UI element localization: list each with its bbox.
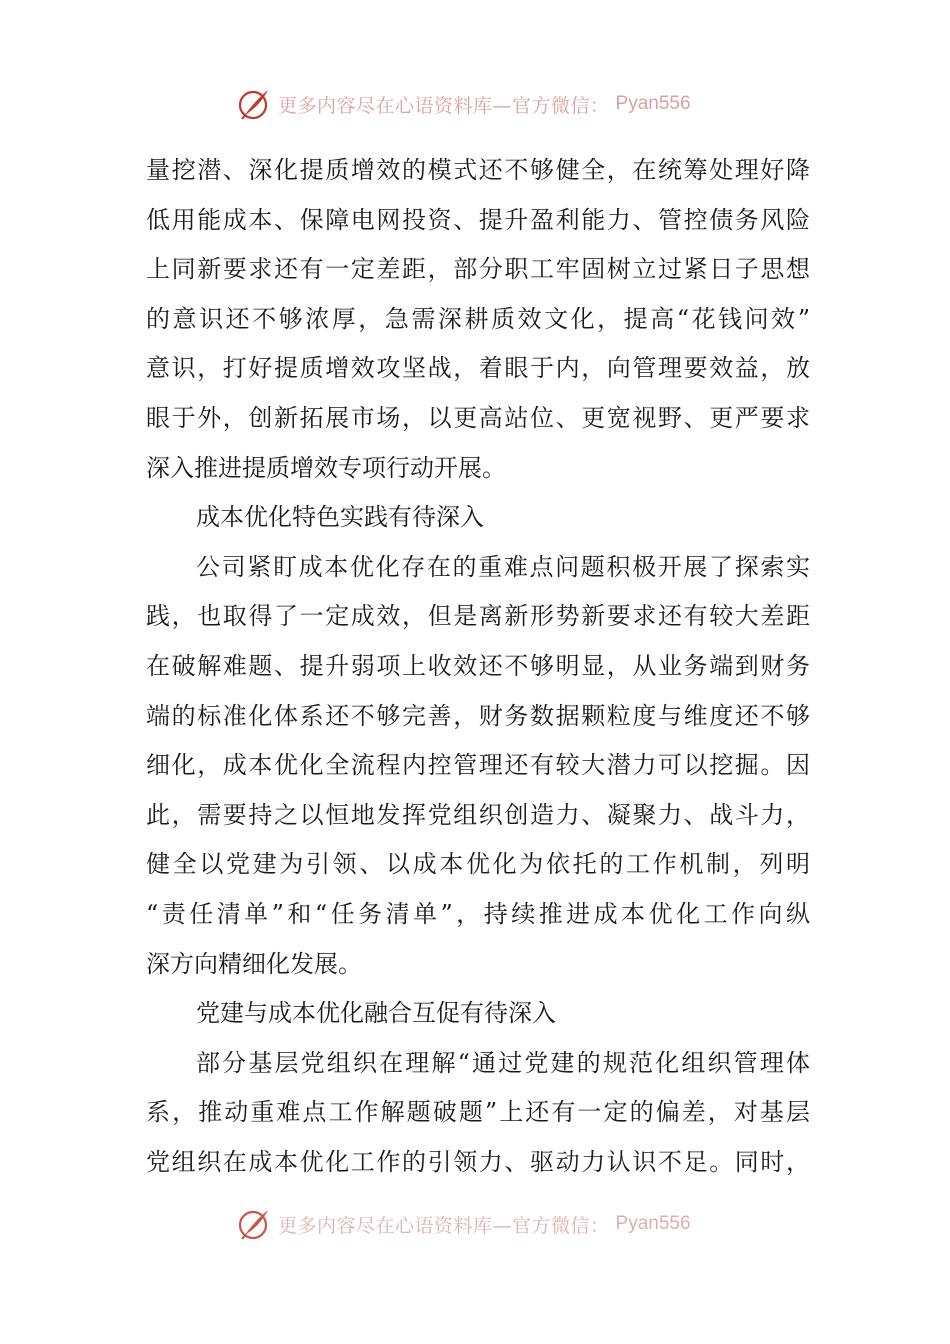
quill-logo-icon — [236, 86, 272, 122]
text-line: 低用能成本、保障电网投资、提升盈利能力、管控债务风险 — [146, 205, 810, 234]
text-line: 党组织在成本优化工作的引领力、驱动力认识不足。同时， — [146, 1147, 810, 1176]
text-line: “责任清单”和“任务清单”，持续推进成本优化工作向纵 — [146, 899, 810, 928]
text-line: 上同新要求还有一定差距，部分职工牢固树立过紧日子思想 — [146, 255, 810, 284]
text-line: 在破解难题、提升弱项上收效还不够明显，从业务端到财务 — [146, 651, 810, 680]
text-line: 眼于外，创新拓展市场，以更高站位、更宽视野、更严要求 — [146, 403, 810, 432]
footer-watermark — [236, 1206, 691, 1242]
header-watermark-text: 更多内容尽在心语资料库—官方微信： — [278, 94, 610, 117]
text-line: 系，推动重难点工作解题破题”上还有一定的偏差，对基层 — [146, 1098, 810, 1127]
header-watermark-id: Pyan556 — [615, 93, 691, 114]
text-line: 量挖潜、深化提质增效的模式还不够健全，在统筹处理好降 — [146, 156, 810, 184]
text-line: 细化，成本优化全流程内控管理还有较大潜力可以挖掘。因 — [146, 751, 810, 780]
text-line: 的意识还不够浓厚，急需深耕质效文化，提高“花钱问效” — [146, 304, 810, 333]
section-heading: 党建与成本优化融合互促有待深入 — [196, 999, 556, 1028]
text-line: 端的标准化体系还不够完善，财务数据颗粒度与维度还不够 — [146, 701, 810, 730]
text-line: 此，需要持之以恒地发挥党组织创造力、凝聚力、战斗力， — [146, 800, 810, 829]
footer-watermark-text: 更多内容尽在心语资料库—官方微信： — [278, 1214, 610, 1237]
text-line: 意识，打好提质增效攻坚战，着眼于内，向管理要效益，放 — [146, 354, 810, 383]
quill-logo-icon — [236, 1206, 272, 1242]
header-watermark — [236, 86, 691, 122]
footer-watermark-id: Pyan556 — [615, 1213, 691, 1234]
document-body — [146, 146, 810, 1187]
text-line: 公司紧盯成本优化存在的重难点问题积极开展了探索实 — [196, 552, 810, 581]
text-line: 深入推进提质增效专项行动开展。 — [146, 453, 506, 482]
section-heading: 成本优化特色实践有待深入 — [196, 503, 484, 532]
text-line: 践，也取得了一定成效，但是离新形势新要求还有较大差距 — [146, 602, 810, 631]
text-line: 健全以党建为引领、以成本优化为依托的工作机制，列明 — [146, 850, 810, 879]
text-line: 深方向精细化发展。 — [146, 949, 362, 978]
text-line: 部分基层党组织在理解“通过党建的规范化组织管理体 — [196, 1048, 810, 1077]
